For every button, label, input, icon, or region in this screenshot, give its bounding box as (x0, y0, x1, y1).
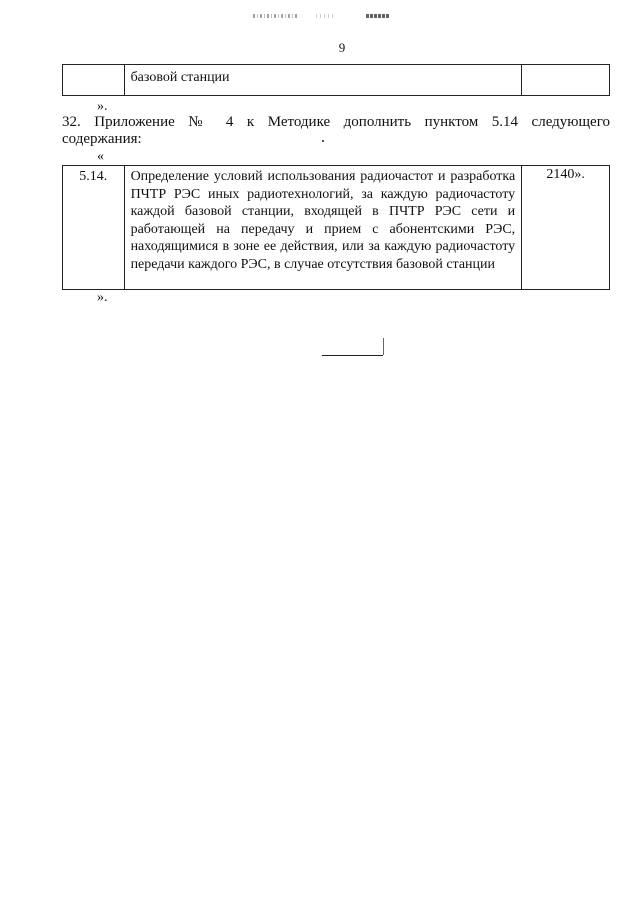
paragraph-line: 32. Приложение № 4 к Методике дополнить пунктом 5.14 следующего (62, 114, 610, 130)
row-text-cell: Определение условий использования радиочастот и разработка ПЧТР РЭС иных радиотехнологий, за каждую радиочастоту каждой базовой станции, входящей в ПЧТР РЭС сети и работающей на передачу и прием с абонентскими РЭС, находящимися в зоне ее действия, или за каждую радиочастоту передачи каждого РЭС, в случае отсутствия базовой станции (124, 166, 522, 290)
opening-quote: « (97, 149, 104, 164)
row-value-cell: 2140». (522, 166, 610, 290)
row-number-cell (63, 65, 125, 96)
scan-artifact (366, 14, 390, 18)
end-divider (322, 355, 383, 356)
scan-artifact (253, 14, 299, 18)
row-number-cell: 5.14. (63, 166, 125, 290)
paragraph-line: содержания: (62, 131, 142, 147)
scan-artifact (322, 140, 324, 142)
table-row (63, 65, 610, 96)
insert-table (62, 165, 610, 290)
table-row (63, 166, 610, 290)
scan-artifact (316, 14, 334, 18)
closing-quote: ». (97, 99, 108, 114)
continued-table (62, 64, 610, 96)
row-text-cell (124, 65, 522, 96)
closing-quote: ». (97, 290, 108, 305)
row-value-cell (522, 65, 610, 96)
end-divider-tick (383, 338, 384, 355)
page-number: 9 (338, 40, 346, 55)
row-text: базовой станции (130, 70, 230, 85)
